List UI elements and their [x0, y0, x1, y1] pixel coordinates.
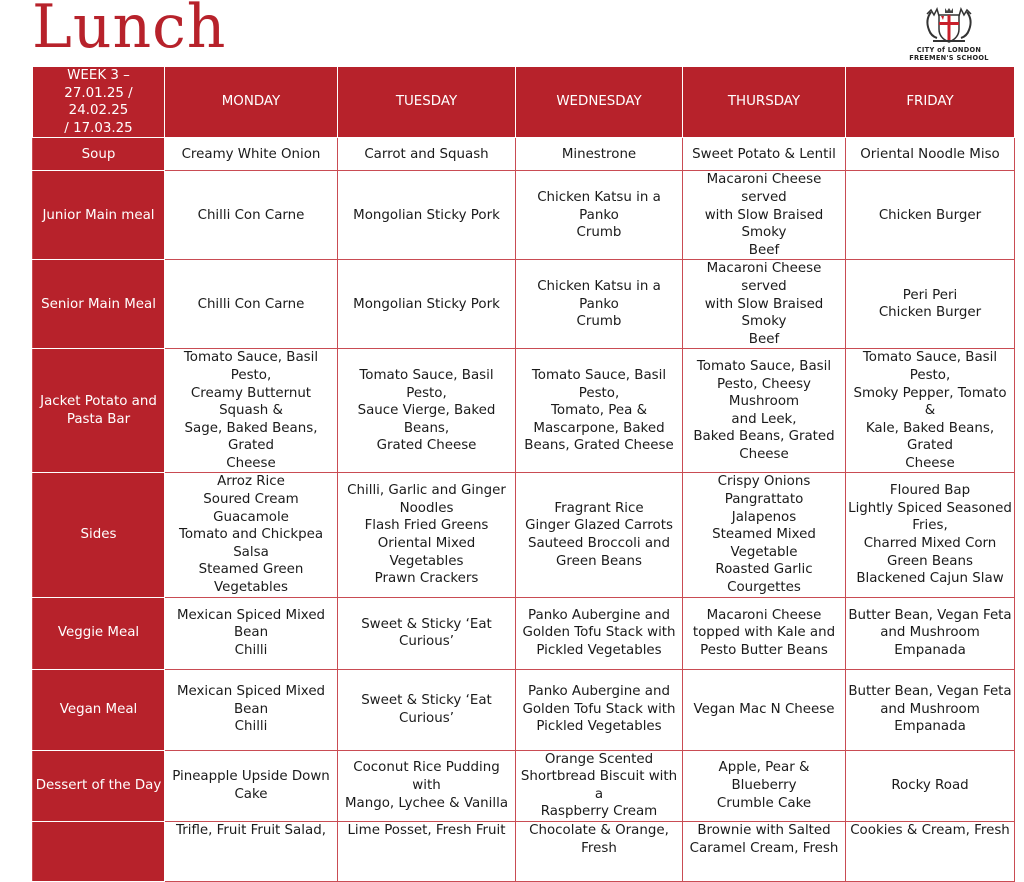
- coat-of-arms-icon: [921, 6, 977, 46]
- row-label: [33, 822, 165, 882]
- menu-item-text: Chocolate & Orange, Fresh: [529, 823, 669, 856]
- week-header: WEEK 3 – 27.01.25 / 24.02.25 / 17.03.25: [33, 67, 165, 138]
- menu-item-text: Guacamole: [213, 509, 289, 525]
- row-label: Vegan Meal: [33, 669, 165, 750]
- menu-cell: [338, 750, 516, 821]
- menu-item-text: and Leek,: [731, 411, 797, 427]
- menu-item-text: Jalapenos: [731, 509, 797, 525]
- menu-cell: [165, 473, 338, 597]
- menu-item-text: Arroz Rice: [217, 474, 285, 490]
- menu-row: [33, 260, 1015, 349]
- menu-cell: [846, 597, 1015, 669]
- menu-row: [33, 822, 1015, 882]
- menu-item-text: Cookies & Cream, Fresh: [850, 823, 1010, 838]
- menu-cell: [846, 349, 1015, 473]
- menu-item-text: Soured Cream: [203, 492, 299, 508]
- menu-item-text: Mascarpone, Baked: [533, 420, 665, 436]
- menu-item-text: Pineapple Upside Down: [172, 769, 330, 785]
- menu-row: [33, 349, 1015, 473]
- menu-cell: [846, 669, 1015, 750]
- menu-row: [33, 473, 1015, 597]
- menu-cell: [516, 597, 683, 669]
- menu-item-text: Panko Aubergine and: [528, 607, 670, 623]
- menu-cell: [846, 473, 1015, 597]
- header-row: [33, 67, 1015, 138]
- menu-item-text: Charred Mixed Corn: [863, 536, 997, 552]
- menu-item-text: topped with Kale and: [692, 625, 836, 641]
- menu-item-text: Panko Aubergine and: [528, 684, 670, 700]
- menu-item-text: Grated Cheese: [376, 438, 477, 454]
- menu-item-text: Caramel Cream, Fresh: [689, 840, 839, 856]
- menu-item-text: Green Beans: [887, 553, 973, 569]
- menu-cell: [516, 822, 683, 882]
- menu-item-text: Raspberry Cream: [540, 804, 658, 820]
- menu-item-text: Carrot and Squash: [364, 146, 489, 162]
- menu-item-text: Golden Tofu Stack with: [522, 701, 676, 717]
- menu-cell: [338, 473, 516, 597]
- menu-cell: [516, 171, 683, 260]
- menu-row: [33, 669, 1015, 750]
- menu-item-text: Steamed Mixed Vegetable: [712, 527, 816, 560]
- menu-cell: [683, 750, 846, 821]
- menu-cell: [165, 750, 338, 821]
- menu-item-text: Chicken Katsu in a Panko: [537, 189, 661, 223]
- menu-item-text: Cake: [234, 786, 268, 802]
- school-name: CITY of LONDON FREEMEN'S SCHOOL: [909, 46, 989, 62]
- menu-item-text: Golden Tofu Stack with: [522, 625, 676, 641]
- menu-cell: [683, 473, 846, 597]
- menu-cell: [683, 171, 846, 260]
- menu-item-text: Butter Bean, Vegan Feta: [848, 607, 1012, 623]
- menu-cell: [846, 171, 1015, 260]
- menu-item-text: with Slow Braised Smoky: [704, 296, 824, 330]
- day-header-friday: FRIDAY: [846, 67, 1015, 138]
- menu-cell: [338, 597, 516, 669]
- row-label: Senior Main Meal: [33, 260, 165, 349]
- menu-item-text: Blackened Cajun Slaw: [856, 571, 1004, 587]
- menu-item-text: Sweet & Sticky ‘Eat Curious’: [361, 693, 492, 726]
- row-label: Dessert of the Day: [33, 750, 165, 821]
- menu-item-text: Tomato Sauce, Basil Pesto,: [862, 350, 998, 383]
- menu-cell: [516, 473, 683, 597]
- menu-item-text: Baked Beans, Grated: [693, 429, 835, 445]
- menu-item-text: Tomato Sauce, Basil Pesto,: [183, 350, 319, 383]
- menu-item-text: Chilli Con Carne: [197, 207, 305, 223]
- menu-cell: [683, 822, 846, 882]
- menu-item-text: Mongolian Sticky Pork: [353, 207, 500, 223]
- menu-item-text: Trifle, Fruit Fruit Salad,: [176, 823, 326, 838]
- menu-cell: [683, 597, 846, 669]
- menu-cell: [165, 138, 338, 171]
- menu-item-text: Tomato and Chickpea Salsa: [178, 527, 324, 560]
- menu-item-text: Steamed Green Vegetables: [198, 562, 304, 596]
- menu-item-text: Mexican Spiced Mixed Bean: [176, 607, 326, 641]
- row-label: Sides: [33, 473, 165, 597]
- menu-item-text: Fries,: [912, 518, 948, 534]
- menu-item-text: Apple, Pear & Blueberry: [718, 760, 810, 794]
- menu-row: [33, 597, 1015, 669]
- menu-cell: [338, 260, 516, 349]
- menu-body: [33, 138, 1015, 882]
- row-label: Veggie Meal: [33, 597, 165, 669]
- row-label: Jacket Potato and Pasta Bar: [33, 349, 165, 473]
- day-header-thursday: THURSDAY: [683, 67, 846, 138]
- menu-item-text: and Mushroom Empanada: [880, 625, 980, 658]
- menu-item-text: Mongolian Sticky Pork: [353, 296, 500, 312]
- menu-item-text: Sage, Baked Beans, Grated: [184, 420, 318, 454]
- menu-item-text: Floured Bap: [889, 483, 971, 499]
- menu-item-text: Creamy Butternut Squash &: [190, 385, 312, 419]
- menu-cell: [846, 822, 1015, 882]
- row-label: Junior Main meal: [33, 171, 165, 260]
- menu-row: [33, 171, 1015, 260]
- menu-item-text: Minestrone: [561, 146, 637, 162]
- menu-item-text: Mexican Spiced Mixed Bean: [176, 684, 326, 717]
- menu-cell: [165, 349, 338, 473]
- menu-cell: [338, 669, 516, 750]
- day-header-wednesday: WEDNESDAY: [516, 67, 683, 138]
- menu-item-text: Macaroni Cheese served: [706, 172, 822, 205]
- menu-item-text: Sauteed Broccoli and: [527, 536, 671, 552]
- menu-item-text: Fragrant Rice: [554, 500, 644, 516]
- menu-cell: [683, 260, 846, 349]
- menu-item-text: Sweet Potato & Lentil: [692, 146, 836, 162]
- menu-item-text: Creamy White Onion: [181, 146, 321, 162]
- lunch-menu-table: [32, 66, 1015, 882]
- menu-cell: [516, 260, 683, 349]
- menu-item-text: Ginger Glazed Carrots: [525, 518, 673, 534]
- menu-cell: [165, 171, 338, 260]
- menu-item-text: Crumb: [576, 314, 622, 330]
- menu-cell: [165, 822, 338, 882]
- menu-item-text: Sweet & Sticky ‘Eat Curious’: [361, 616, 492, 650]
- menu-item-text: and Mushroom Empanada: [880, 701, 980, 735]
- menu-cell: [338, 171, 516, 260]
- menu-item-text: Smoky Pepper, Tomato &: [853, 385, 1007, 419]
- menu-item-text: Chicken Burger: [878, 207, 982, 223]
- day-header-monday: MONDAY: [165, 67, 338, 138]
- menu-item-text: Pesto, Cheesy Mushroom: [717, 376, 811, 410]
- menu-item-text: Macaroni Cheese served: [706, 261, 822, 294]
- menu-item-text: Orange Scented: [544, 751, 654, 767]
- menu-item-text: Butter Bean, Vegan Feta: [848, 684, 1012, 700]
- menu-item-text: Oriental Mixed Vegetables: [377, 536, 476, 569]
- menu-cell: [846, 750, 1015, 821]
- menu-cell: [516, 750, 683, 821]
- menu-item-text: Peri Peri: [902, 287, 958, 303]
- menu-cell: [846, 260, 1015, 349]
- menu-cell: [338, 349, 516, 473]
- menu-item-text: Beans, Grated Cheese: [524, 438, 674, 454]
- menu-cell: [165, 260, 338, 349]
- menu-item-text: Coconut Rice Pudding with: [353, 760, 500, 794]
- day-header-tuesday: TUESDAY: [338, 67, 516, 138]
- menu-item-text: Chilli Con Carne: [197, 296, 305, 312]
- menu-item-text: Shortbread Biscuit with a: [520, 769, 678, 802]
- page-title: Lunch: [32, 0, 227, 62]
- menu-item-text: Macaroni Cheese: [706, 607, 822, 623]
- school-logo: [906, 6, 992, 72]
- menu-cell: [165, 597, 338, 669]
- menu-cell: [683, 669, 846, 750]
- menu-item-text: Cheese: [226, 455, 276, 471]
- menu-item-text: Cheese: [739, 447, 789, 463]
- menu-item-text: Lime Posset, Fresh Fruit: [347, 823, 506, 838]
- menu-item-text: Pickled Vegetables: [536, 642, 662, 658]
- menu-item-text: Cheese: [905, 455, 955, 471]
- menu-item-text: Pickled Vegetables: [536, 719, 662, 735]
- row-label: Soup: [33, 138, 165, 171]
- menu-item-text: Chilli: [234, 719, 268, 735]
- menu-cell: [516, 138, 683, 171]
- menu-item-text: Beef: [748, 331, 780, 347]
- menu-item-text: Pesto Butter Beans: [700, 642, 828, 658]
- menu-cell: [846, 138, 1015, 171]
- menu-cell: [683, 138, 846, 171]
- menu-item-text: Kale, Baked Beans, Grated: [865, 420, 995, 454]
- menu-item-text: Chicken Katsu in a Panko: [537, 278, 661, 312]
- menu-cell: [338, 138, 516, 171]
- menu-cell: [338, 822, 516, 882]
- menu-cell: [516, 349, 683, 473]
- menu-item-text: Oriental Noodle Miso: [860, 146, 1000, 162]
- menu-item-text: Beef: [748, 242, 780, 258]
- menu-item-text: Tomato, Pea &: [550, 403, 648, 419]
- menu-row: [33, 750, 1015, 821]
- menu-item-text: Rocky Road: [891, 778, 969, 794]
- menu-item-text: Flash Fried Greens: [364, 518, 489, 534]
- menu-row: [33, 138, 1015, 171]
- menu-item-text: Mango, Lychee & Vanilla: [344, 795, 509, 811]
- menu-item-text: Crumb: [576, 225, 622, 241]
- menu-item-text: Brownie with Salted: [697, 823, 831, 838]
- menu-item-text: Chicken Burger: [878, 305, 982, 321]
- menu-cell: [516, 669, 683, 750]
- menu-item-text: Prawn Crackers: [374, 571, 479, 587]
- menu-item-text: Crumble Cake: [716, 795, 812, 811]
- menu-item-text: Crispy Onions: [717, 474, 811, 490]
- menu-item-text: Tomato Sauce, Basil: [696, 359, 832, 375]
- menu-item-text: Noodles: [399, 500, 454, 516]
- menu-item-text: Tomato Sauce, Basil Pesto,: [531, 367, 667, 401]
- menu-item-text: Roasted Garlic Courgettes: [715, 562, 813, 596]
- menu-item-text: Chilli, Garlic and Ginger: [347, 483, 506, 499]
- menu-item-text: Sauce Vierge, Baked Beans,: [357, 403, 496, 436]
- menu-cell: [683, 349, 846, 473]
- menu-item-text: Chilli: [234, 642, 268, 658]
- menu-cell: [165, 669, 338, 750]
- menu-item-text: Pangrattato: [724, 492, 804, 508]
- menu-item-text: Tomato Sauce, Basil Pesto,: [359, 367, 494, 401]
- menu-item-text: Vegan Mac N Cheese: [693, 701, 835, 717]
- menu-item-text: with Slow Braised Smoky: [704, 207, 824, 241]
- menu-item-text: Green Beans: [556, 553, 642, 569]
- menu-item-text: Lightly Spiced Seasoned: [848, 500, 1012, 516]
